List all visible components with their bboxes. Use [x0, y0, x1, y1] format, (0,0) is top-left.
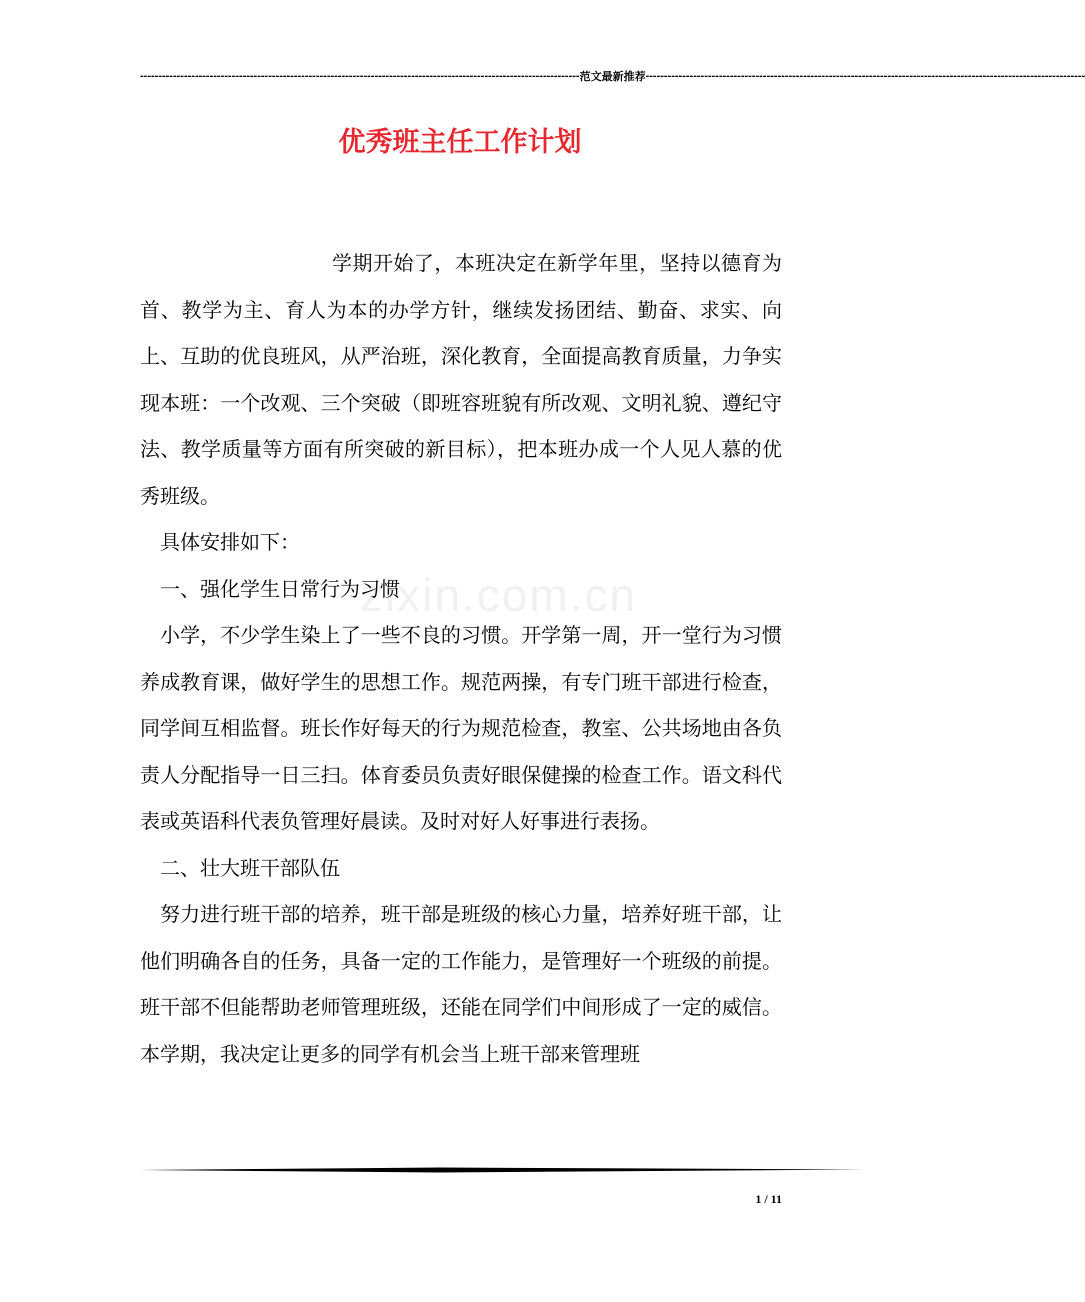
section-heading-2: 二、壮大班干部队伍: [160, 855, 340, 880]
document-title: 优秀班主任工作计划: [338, 127, 582, 158]
paragraph-arrangement: 具体安排如下：: [160, 530, 300, 554]
header-dashes-left: ------------------------------------------------------------------------------------------------------------------------: [140, 70, 580, 82]
paragraph-section-1: 小学，不少学生染上了一些不良的习惯。开学第一周，开一堂行为习惯养成教育课，做好学生的思想工作。规范两操，有专门班干部进行检查，同学间互相监督。班长作好每天的行为规范检查，教室、公共场地由各负责人分配指导一日三扫。体育委员负责好眼保健操的检查工作。语文科代表或英语科代表负管理好晨读。及时对好人好事进行表扬。: [140, 623, 782, 833]
page-header: [140, 68, 1085, 84]
paragraph-intro: 学期开始了，本班决定在新学年里，坚持以德育为首、教学为主、育人为本的办学方针，继续发扬团结、勤奋、求实、向上、互助的优良班风，从严治班，深化教育，全面提高教育质量，力争实现本班：一个改观、三个突破（即班容班貌有所改观、文明礼貌、遵纪守法、教学质量等方面有所突破的新目标），把本班办成一个人见人慕的优秀班级。: [140, 251, 782, 508]
paragraph-section-2: 努力进行班干部的培养，班干部是班级的核心力量，培养好班干部，让他们明确各自的任务，具备一定的工作能力，是管理好一个班级的前提。班干部不但能帮助老师管理班级，还能在同学们中间形成了一定的威信。本学期，我决定让更多的同学有机会当上班干部来管理班: [140, 902, 782, 1066]
section-heading-1: 一、强化学生日常行为习惯: [160, 576, 400, 601]
header-dashes-right: ------------------------------------------------------------------------------------------------------------------------: [645, 70, 1085, 82]
document-body: [140, 240, 782, 1077]
footer-rule: [140, 1166, 864, 1174]
watermark: zixin.com.cn: [360, 569, 638, 621]
header-label: 范文最新推荐: [579, 71, 646, 83]
page-number: 1 / 11: [755, 1192, 782, 1206]
